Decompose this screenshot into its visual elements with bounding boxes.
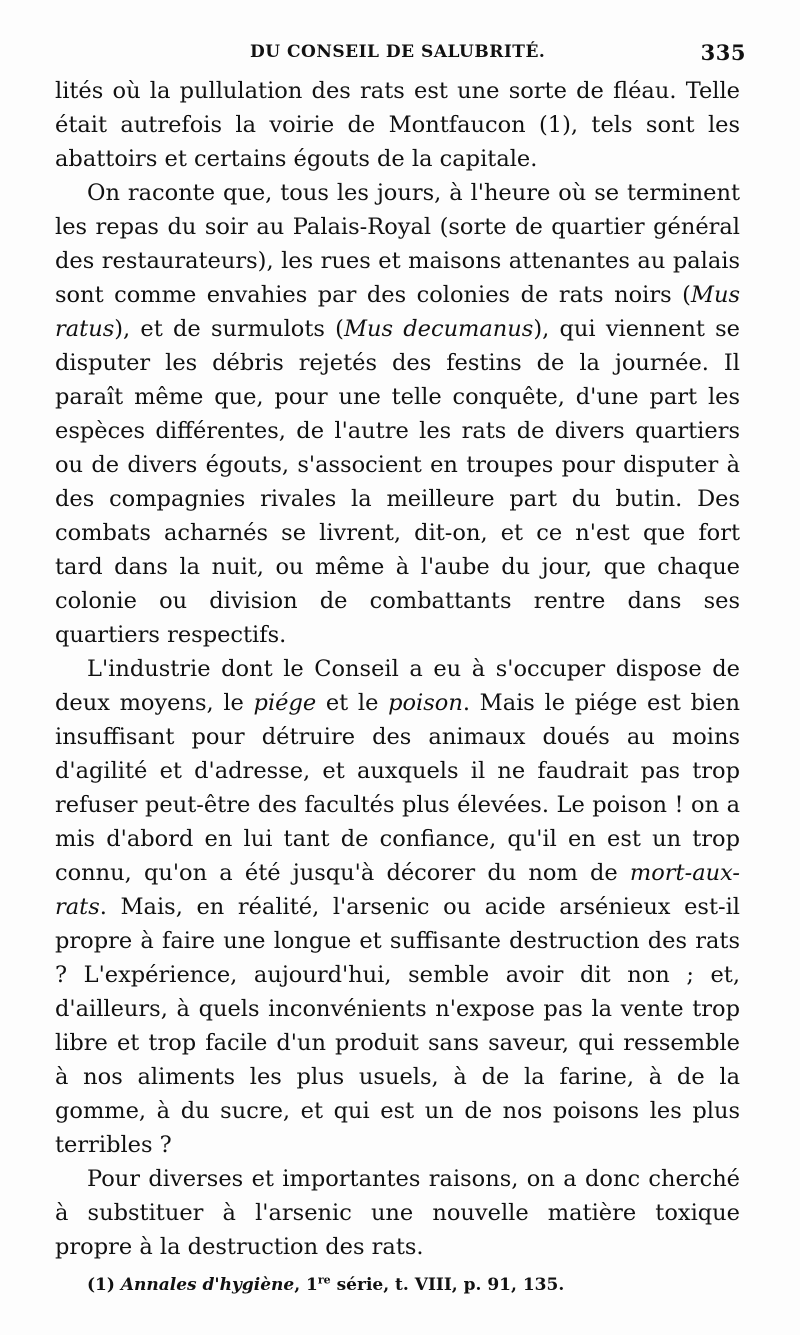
- paragraph-text: Pour diverses et importantes raisons, on a donc cherché à substituer à l'arsenic une nouvelle matière toxique propre à la destruction des rats.: [55, 1166, 740, 1260]
- footnote: (1) Annales d'hygiène, 1re série, t. VIII, p. 91, 135.: [87, 1273, 565, 1295]
- paragraph-text: ), qui viennent se disputer les débris rejetés des festins de la journée. Il paraît même que, pour une telle conquête, d'une part les espèces différentes, de l'autre les rats de divers quartiers ou de divers égouts, s'associent en troupes pour disputer à des compagnies rivales la meilleure part du butin. Des combats acharnés se livrent, dit-on, et ce n'est que fort tard dans la nuit, ou même à l'aube du jour, que chaque colonie ou division de combattants rentre dans ses quartiers respectifs.: [55, 316, 740, 648]
- paragraph-text: lités où la pullulation des rats est une sorte de fléau. Telle était autrefois la voirie de Montfaucon (1), tels sont les abattoirs et certains égouts de la capitale.: [55, 78, 740, 172]
- paragraph-text: et le: [316, 690, 389, 716]
- book-page: [55, 40, 746, 1298]
- paragraph-text: . Mais le piége est bien insuffisant pour détruire des animaux doués au moins d'agilité et d'adresse, et auxquels il ne faudrait pas trop refuser peut-être des facultés plus élevées. Le poison ! on a mis d'abord en lui tant de confiance, qu'il en est un trop connu, qu'on a été jusqu'à décorer du nom de: [55, 690, 741, 886]
- italic-term: mort-aux-rats: [55, 860, 740, 920]
- paragraph: [55, 652, 740, 1162]
- footnote-source-title: Annales d'hygiène: [120, 1275, 295, 1295]
- paragraph: [55, 74, 740, 176]
- paragraph: [55, 1162, 740, 1264]
- paragraph-text: ), et de surmulots (: [114, 316, 344, 342]
- running-head-title: DU CONSEIL DE SALUBRITÉ.: [250, 42, 546, 62]
- paragraph-text: On raconte que, tous les jours, à l'heure où se terminent les repas du soir au Palais-Royal (sorte de quartier général des restaurateurs), les rues et maisons attenantes au palais sont comme envahies par des colonies de rats noirs (: [55, 180, 740, 308]
- italic-term: Mus decumanus: [343, 316, 534, 342]
- paragraph: [55, 176, 740, 652]
- footnote-reference: série, t. VIII, p. 91, 135.: [330, 1275, 565, 1295]
- italic-term: Mus ratus: [55, 282, 740, 342]
- paragraph-text: L'industrie dont le Conseil a eu à s'occuper dispose de deux moyens, le: [55, 656, 740, 716]
- page-number: 335: [700, 40, 746, 65]
- footnote-marker: (1): [87, 1275, 115, 1295]
- footnote-series-number: 1: [306, 1275, 318, 1295]
- footnote-series-suffix: re: [317, 1273, 331, 1287]
- italic-term: poison: [388, 690, 463, 716]
- italic-term: piége: [253, 690, 317, 716]
- paragraph-text: . Mais, en réalité, l'arsenic ou acide arsénieux est-il propre à faire une longue et suffisante destruction des rats ? L'expérience, aujourd'hui, semble avoir dit non ; et, d'ailleurs, à quels inconvénients n'expose pas la vente trop libre et trop facile d'un produit sans saveur, qui ressemble à nos aliments les plus usuels, à de la farine, à de la gomme, à du sucre, et qui est un de nos poisons les plus terribles ?: [55, 894, 740, 1158]
- body-text: [55, 74, 740, 1264]
- running-head: [55, 40, 746, 74]
